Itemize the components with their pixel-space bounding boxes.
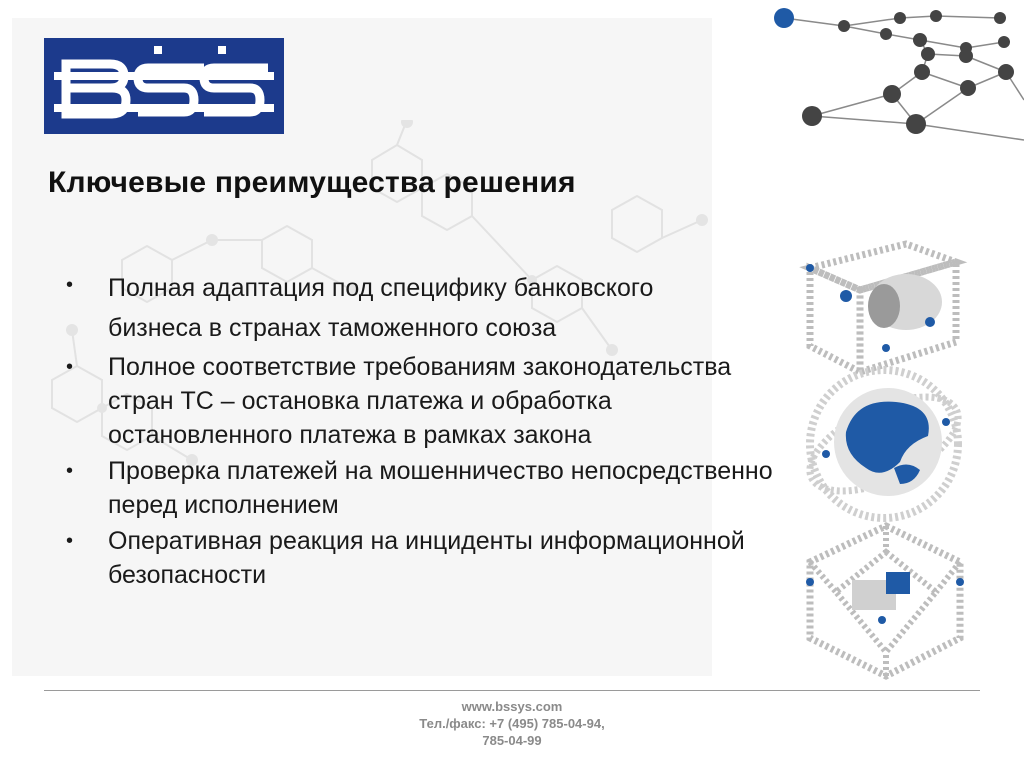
footer-divider bbox=[44, 690, 980, 691]
list-item-line: бизнеса в странах таможенного союза bbox=[108, 314, 557, 342]
cube-molecule-icon bbox=[806, 244, 956, 372]
bss-logo bbox=[44, 38, 284, 134]
list-item: • Полное соответствие требованиям законодательства стран ТС – остановка платежа и обработка остановленного платежа в рамках закона bbox=[66, 350, 786, 452]
footer-phone: Тел./факс: +7 (495) 785-04-94, bbox=[419, 716, 605, 731]
list-item: • Проверка платежей на мошенничество непосредственно перед исполнением bbox=[66, 454, 786, 522]
list-item bbox=[66, 268, 786, 348]
footer-url[interactable]: www.bssys.com bbox=[461, 699, 563, 714]
globe-molecule-icon bbox=[796, 370, 971, 518]
network-molecule-illustration bbox=[760, 0, 1024, 150]
advantages-list bbox=[66, 268, 786, 594]
illustrations-column bbox=[796, 222, 980, 680]
footer-phone-extra: 785-04-99 bbox=[482, 733, 542, 748]
list-item: • Оперативная реакция на инциденты информационной безопасности bbox=[66, 524, 786, 592]
list-item-line: • Полная адаптация под специфику банковского bbox=[108, 274, 654, 302]
icosahedron-molecule-icon bbox=[806, 526, 964, 676]
footer bbox=[360, 698, 664, 749]
slide-title: Ключевые преимущества решения bbox=[48, 166, 576, 199]
